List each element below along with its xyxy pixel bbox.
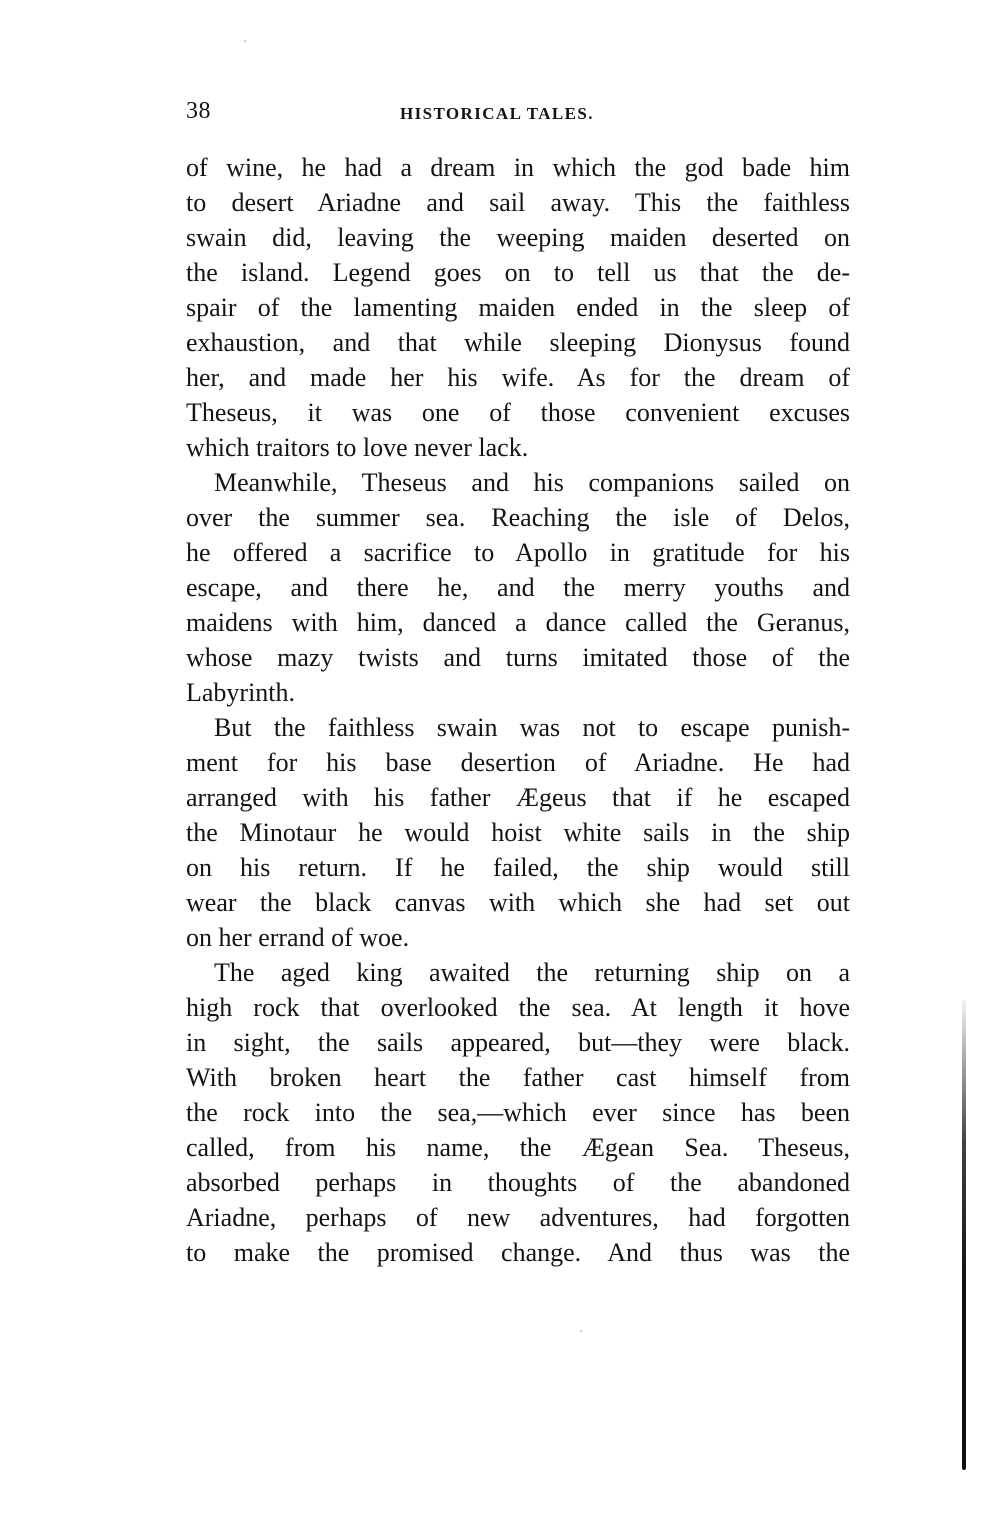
text-line: Ariadne, perhaps of new adventures, had forgotten (186, 1203, 850, 1232)
scan-speck (580, 1330, 582, 1332)
text-line: the Minotaur he would hoist white sails in the ship (186, 818, 850, 847)
text-line: her, and made her his wife. As for the dream of (186, 363, 850, 392)
text-line: in sight, the sails appeared, but—they were black. (186, 1028, 850, 1057)
text-line: the rock into the sea,—which ever since has been (186, 1098, 850, 1127)
text-line: maidens with him, danced a dance called the Geranus, (186, 608, 850, 637)
text-line: absorbed perhaps in thoughts of the abandoned (186, 1168, 850, 1197)
text-line: With broken heart the father cast himself from (186, 1063, 850, 1092)
text-line: high rock that overlooked the sea. At length it hove (186, 993, 850, 1022)
text-line: The aged king awaited the returning ship on a (214, 958, 850, 987)
page-number: 38 (186, 98, 211, 124)
text-line: of wine, he had a dream in which the god bade him (186, 153, 850, 182)
text-line: called, from his name, the Ægean Sea. Theseus, (186, 1133, 850, 1162)
text-line: Labyrinth. (186, 678, 296, 707)
text-line: on her errand of woe. (186, 923, 410, 952)
text-line: to desert Ariadne and sail away. This the faithless (186, 188, 850, 217)
margin-scan-artifact (962, 1000, 966, 1470)
text-line: ment for his base desertion of Ariadne. He had (186, 748, 850, 777)
running-head: HISTORICAL TALES. (400, 104, 594, 123)
text-line: Meanwhile, Theseus and his companions sailed on (214, 468, 850, 497)
text-line: escape, and there he, and the merry youths and (186, 573, 850, 602)
text-line: swain did, leaving the weeping maiden deserted on (186, 223, 850, 252)
text-line: spair of the lamenting maiden ended in the sleep of (186, 293, 850, 322)
text-line: wear the black canvas with which she had set out (186, 888, 850, 917)
text-line: Theseus, it was one of those convenient excuses (186, 398, 850, 427)
scan-speck (244, 40, 246, 42)
body-text (186, 150, 850, 1270)
text-line: arranged with his father Ægeus that if he escaped (186, 783, 850, 812)
page-header (186, 98, 850, 134)
text-line: to make the promised change. And thus was the (186, 1238, 850, 1267)
text-line: which traitors to love never lack. (186, 433, 529, 462)
text-line: the island. Legend goes on to tell us that the de- (186, 258, 850, 287)
text-line: on his return. If he failed, the ship would still (186, 853, 850, 882)
text-line: But the faithless swain was not to escape punish- (214, 713, 850, 742)
text-line: over the summer sea. Reaching the isle of Delos, (186, 503, 850, 532)
text-line: he offered a sacrifice to Apollo in gratitude for his (186, 538, 850, 567)
text-line: exhaustion, and that while sleeping Dionysus found (186, 328, 850, 357)
text-line: whose mazy twists and turns imitated those of the (186, 643, 850, 672)
